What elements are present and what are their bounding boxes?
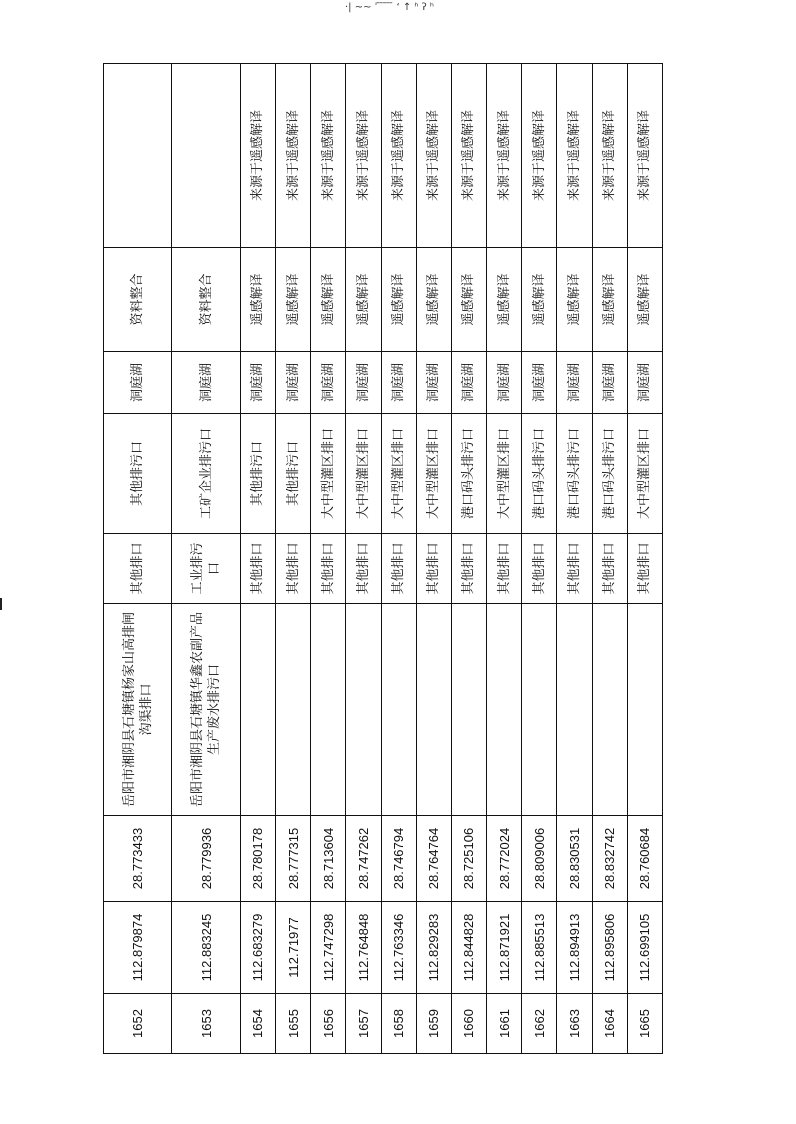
category-cell: 其他排口: [557, 534, 592, 604]
lake-cell: 洞庭湖: [311, 352, 346, 414]
subcategory-cell: 其他排污口: [240, 414, 275, 534]
lake-cell: 洞庭湖: [240, 352, 275, 414]
latitude-cell: 28.746794: [381, 816, 416, 902]
outfall-name-cell: [240, 604, 275, 816]
rotated-table-wrapper: [103, 64, 663, 1054]
outfall-name-cell: [557, 604, 592, 816]
table-row: [487, 64, 522, 1054]
category-cell: 工业排污口: [172, 534, 240, 604]
note-cell: 来源于遥感解译: [240, 64, 275, 248]
lake-cell: 洞庭湖: [451, 352, 486, 414]
category-cell: 其他排口: [104, 534, 172, 604]
latitude-cell: 28.772024: [487, 816, 522, 902]
source-cell: 遥感解译: [311, 248, 346, 352]
table-row: [627, 64, 662, 1054]
lake-cell: 洞庭湖: [381, 352, 416, 414]
row-id: 1653: [172, 994, 240, 1054]
lake-cell: 洞庭湖: [557, 352, 592, 414]
source-cell: 遥感解译: [275, 248, 310, 352]
longitude-cell: 112.844828: [451, 902, 486, 994]
table-row: [275, 64, 310, 1054]
table-row: [416, 64, 451, 1054]
note-cell: 来源于遥感解译: [416, 64, 451, 248]
note-cell: 来源于遥感解译: [487, 64, 522, 248]
latitude-cell: 28.832742: [592, 816, 627, 902]
source-cell: 资料整合: [172, 248, 240, 352]
note-cell: 来源于遥感解译: [557, 64, 592, 248]
latitude-cell: 28.747262: [346, 816, 381, 902]
note-cell: 来源于遥感解译: [346, 64, 381, 248]
longitude-cell: 112.747298: [311, 902, 346, 994]
outfall-name-cell: [522, 604, 557, 816]
table-row: [381, 64, 416, 1054]
lake-cell: 洞庭湖: [104, 352, 172, 414]
row-id: 1654: [240, 994, 275, 1054]
category-cell: 其他排口: [487, 534, 522, 604]
latitude-cell: 28.725106: [451, 816, 486, 902]
source-cell: 遥感解译: [557, 248, 592, 352]
outfall-name-cell: 岳阳市湘阴县石塘镇华鑫农副产品生产废水排污口: [172, 604, 240, 816]
note-cell: [172, 64, 240, 248]
subcategory-cell: 港口码头排污口: [522, 414, 557, 534]
longitude-cell: 112.71977: [275, 902, 310, 994]
row-id: 1657: [346, 994, 381, 1054]
note-cell: 来源于遥感解译: [592, 64, 627, 248]
scan-artifact-mark: ·| ~~ ˈ ̄ ̄ ̄ ̄ ̄ ‘ ↑ ʰ ʔ ʰ: [345, 2, 434, 13]
lake-cell: 洞庭湖: [592, 352, 627, 414]
longitude-cell: 112.871921: [487, 902, 522, 994]
subcategory-cell: 其他排污口: [104, 414, 172, 534]
note-cell: 来源于遥感解译: [311, 64, 346, 248]
note-cell: [104, 64, 172, 248]
category-cell: 其他排口: [240, 534, 275, 604]
longitude-cell: 112.885513: [522, 902, 557, 994]
lake-cell: 洞庭湖: [346, 352, 381, 414]
outfall-name-cell: [311, 604, 346, 816]
lake-cell: 洞庭湖: [275, 352, 310, 414]
category-cell: 其他排口: [311, 534, 346, 604]
latitude-cell: 28.809006: [522, 816, 557, 902]
outfall-name-cell: [346, 604, 381, 816]
category-cell: 其他排口: [416, 534, 451, 604]
outfall-name-cell: [381, 604, 416, 816]
longitude-cell: 112.894913: [557, 902, 592, 994]
row-id: 1661: [487, 994, 522, 1054]
lake-cell: 洞庭湖: [172, 352, 240, 414]
outfall-name-cell: 岳阳市湘阴县石塘镇杨家山高排闸沟渠排口: [104, 604, 172, 816]
row-id: 1652: [104, 994, 172, 1054]
latitude-cell: 28.760684: [627, 816, 662, 902]
longitude-cell: 112.895806: [592, 902, 627, 994]
category-cell: 其他排口: [381, 534, 416, 604]
subcategory-cell: 其他排污口: [275, 414, 310, 534]
table-row: [346, 64, 381, 1054]
source-cell: 遥感解译: [592, 248, 627, 352]
table-row: [451, 64, 486, 1054]
subcategory-cell: 大中型灌区排口: [627, 414, 662, 534]
source-cell: 遥感解译: [627, 248, 662, 352]
row-id: 1658: [381, 994, 416, 1054]
table-row: [172, 64, 240, 1054]
longitude-cell: 112.883245: [172, 902, 240, 994]
subcategory-cell: 大中型灌区排口: [416, 414, 451, 534]
longitude-cell: 112.764848: [346, 902, 381, 994]
subcategory-cell: 工矿企业排污口: [172, 414, 240, 534]
outfall-table: [103, 63, 663, 1054]
latitude-cell: 28.764764: [416, 816, 451, 902]
table-row: [522, 64, 557, 1054]
note-cell: 来源于遥感解译: [381, 64, 416, 248]
note-cell: 来源于遥感解译: [275, 64, 310, 248]
source-cell: 遥感解译: [487, 248, 522, 352]
longitude-cell: 112.879874: [104, 902, 172, 994]
latitude-cell: 28.779936: [172, 816, 240, 902]
longitude-cell: 112.699105: [627, 902, 662, 994]
row-id: 1659: [416, 994, 451, 1054]
latitude-cell: 28.830531: [557, 816, 592, 902]
latitude-cell: 28.773433: [104, 816, 172, 902]
source-cell: 遥感解译: [416, 248, 451, 352]
category-cell: 其他排口: [346, 534, 381, 604]
outfall-name-cell: [592, 604, 627, 816]
scan-edge-line: [0, 598, 2, 610]
table-row: [240, 64, 275, 1054]
latitude-cell: 28.777315: [275, 816, 310, 902]
outfall-name-cell: [416, 604, 451, 816]
table-body: [104, 64, 663, 1054]
table-row: [104, 64, 172, 1054]
outfall-name-cell: [627, 604, 662, 816]
lake-cell: 洞庭湖: [416, 352, 451, 414]
lake-cell: 洞庭湖: [627, 352, 662, 414]
note-cell: 来源于遥感解译: [522, 64, 557, 248]
subcategory-cell: 港口码头排污口: [592, 414, 627, 534]
subcategory-cell: 大中型灌区排口: [381, 414, 416, 534]
row-id: 1656: [311, 994, 346, 1054]
source-cell: 遥感解译: [451, 248, 486, 352]
source-cell: 遥感解译: [381, 248, 416, 352]
longitude-cell: 112.763346: [381, 902, 416, 994]
subcategory-cell: 港口码头排污口: [557, 414, 592, 534]
source-cell: 资料整合: [104, 248, 172, 352]
row-id: 1660: [451, 994, 486, 1054]
subcategory-cell: 港口码头排污口: [451, 414, 486, 534]
row-id: 1665: [627, 994, 662, 1054]
source-cell: 遥感解译: [240, 248, 275, 352]
category-cell: 其他排口: [522, 534, 557, 604]
subcategory-cell: 大中型灌区排口: [311, 414, 346, 534]
outfall-name-cell: [451, 604, 486, 816]
category-cell: 其他排口: [275, 534, 310, 604]
category-cell: 其他排口: [627, 534, 662, 604]
longitude-cell: 112.683279: [240, 902, 275, 994]
outfall-name-cell: [487, 604, 522, 816]
outfall-name-cell: [275, 604, 310, 816]
lake-cell: 洞庭湖: [522, 352, 557, 414]
subcategory-cell: 大中型灌区排口: [346, 414, 381, 534]
source-cell: 遥感解译: [522, 248, 557, 352]
category-cell: 其他排口: [592, 534, 627, 604]
row-id: 1655: [275, 994, 310, 1054]
source-cell: 遥感解译: [346, 248, 381, 352]
row-id: 1663: [557, 994, 592, 1054]
note-cell: 来源于遥感解译: [627, 64, 662, 248]
table-row: [557, 64, 592, 1054]
row-id: 1662: [522, 994, 557, 1054]
row-id: 1664: [592, 994, 627, 1054]
latitude-cell: 28.713604: [311, 816, 346, 902]
note-cell: 来源于遥感解译: [451, 64, 486, 248]
table-row: [592, 64, 627, 1054]
subcategory-cell: 大中型灌区排口: [487, 414, 522, 534]
latitude-cell: 28.780178: [240, 816, 275, 902]
longitude-cell: 112.829283: [416, 902, 451, 994]
table-row: [311, 64, 346, 1054]
category-cell: 其他排口: [451, 534, 486, 604]
lake-cell: 洞庭湖: [487, 352, 522, 414]
